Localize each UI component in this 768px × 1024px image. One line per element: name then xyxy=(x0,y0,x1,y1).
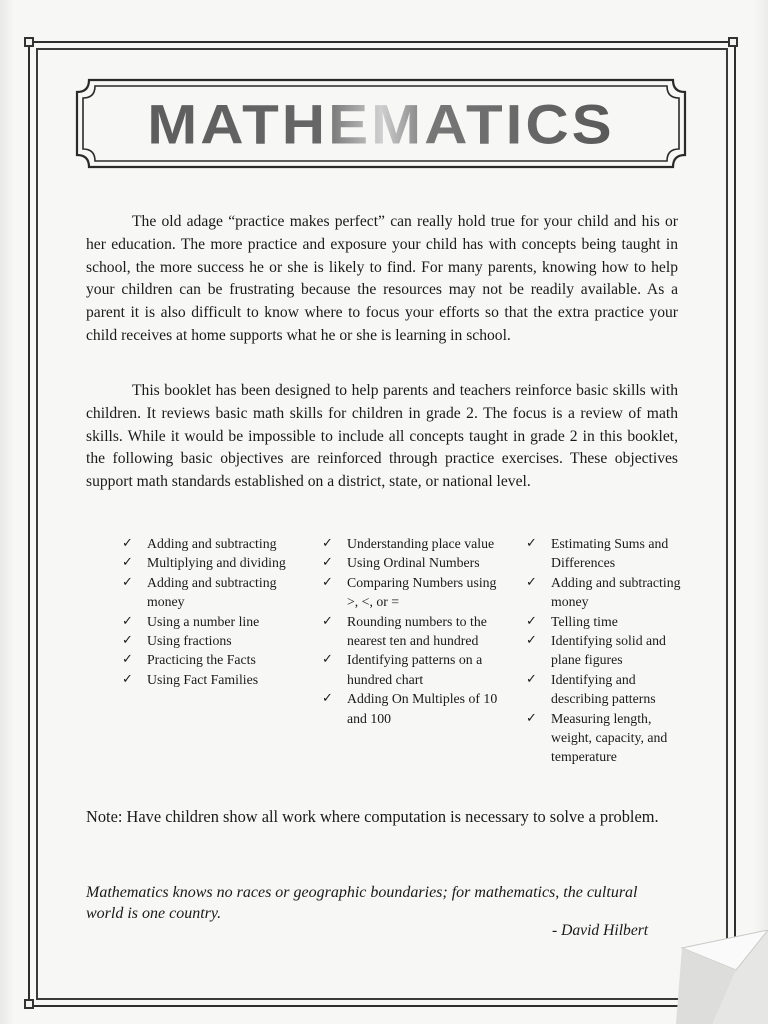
objective-item: ✓ Adding and subtracting money xyxy=(122,574,277,610)
objective-item: ✓ Using a number line xyxy=(122,612,292,631)
objectives-column-3 xyxy=(526,534,686,767)
check-mark-icon: ✓ xyxy=(122,555,133,571)
objective-item: ✓ Measuring length, weight, capacity, and temperature xyxy=(526,710,668,765)
check-mark-icon: ✓ xyxy=(122,671,133,687)
check-mark-icon: ✓ xyxy=(526,536,537,551)
intro-paragraph-text: The old adage “practice makes perfect” can really hold true for your child and his or her education. The more practice and exposure your child has with concepts being taught in school, the more success he or she is likely to find. For many parents, knowing how to help your children can be frustrating because the resources may not be readily available. As a parent it is also difficult to know where to focus your efforts so that the extra practice your child receives at home supports what he or she is learning in school. xyxy=(86,213,678,344)
booklet-paragraph-text: This booklet has been designed to help parents and teachers reinforce basic skills with children. It reviews basic math skills for children in grade 2. The focus is a review of math skills. While it would be impossible to include all concepts taught in grade 2 in this booklet, the following basic objectives are reinforced through practice exercises. These objectives support math standards established on a district, state, or national level. xyxy=(86,382,678,491)
check-mark-icon: ✓ xyxy=(322,691,333,707)
border-corner-top-right xyxy=(728,37,738,47)
objective-item: ✓ Estimating Sums and Differences xyxy=(526,536,669,571)
border-corner-bottom-left xyxy=(24,999,34,1009)
note-text: Note: Have children show all work where computation is necessary to solve a problem. xyxy=(86,807,659,826)
objective-item: ✓ Rounding numbers to the nearest ten and hundred xyxy=(322,613,487,649)
check-mark-icon: ✓ xyxy=(122,574,133,590)
objective-item: ✓ Telling time xyxy=(526,612,686,631)
objectives-column-2 xyxy=(322,534,502,728)
objective-item: ✓ Understanding place value xyxy=(322,534,502,553)
objective-item: ✓ Using Fact Families xyxy=(122,670,292,689)
objective-item: ✓ Adding and subtracting money xyxy=(526,574,681,610)
check-mark-icon: ✓ xyxy=(526,574,537,590)
check-mark-icon: ✓ xyxy=(322,613,333,629)
check-mark-icon: ✓ xyxy=(322,574,333,590)
check-mark-icon: ✓ xyxy=(122,536,133,551)
check-mark-icon: ✓ xyxy=(122,613,133,629)
check-mark-icon: ✓ xyxy=(322,652,333,668)
objective-item: ✓ Multiplying and dividing xyxy=(122,553,292,572)
objective-item: ✓ Using fractions xyxy=(122,631,292,650)
check-mark-icon: ✓ xyxy=(526,613,537,629)
page-title: MATHEMATICS xyxy=(75,89,687,159)
objective-item: ✓ Identifying and describing patterns xyxy=(526,671,656,707)
border-corner-top-left xyxy=(24,37,34,47)
booklet-paragraph xyxy=(86,380,678,494)
check-mark-icon: ✓ xyxy=(526,710,537,726)
objectives-column-1 xyxy=(122,534,292,689)
page-border-inner xyxy=(36,48,728,1000)
objective-item: ✓ Practicing the Facts xyxy=(122,650,292,669)
check-mark-icon: ✓ xyxy=(322,536,333,551)
objective-item: ✓ Adding On Multiples of 10 and 100 xyxy=(322,691,498,726)
check-mark-icon: ✓ xyxy=(322,555,333,571)
check-mark-icon: ✓ xyxy=(122,652,133,668)
page-curl xyxy=(676,930,768,1024)
objective-item: ✓ Comparing Numbers using >, <, or = xyxy=(322,574,497,610)
objective-item: ✓ Using Ordinal Numbers xyxy=(322,553,502,572)
check-mark-icon: ✓ xyxy=(122,633,133,649)
quote-text: Mathematics knows no races or geographic boundaries; for mathematics, the cultural world is one country. xyxy=(86,884,638,922)
objective-item: ✓ Identifying solid and plane figures xyxy=(526,633,666,668)
objective-item: ✓ Identifying patterns on a hundred chart xyxy=(322,652,483,687)
check-mark-icon: ✓ xyxy=(526,633,537,649)
intro-paragraph xyxy=(86,211,678,348)
quote-attribution: - David Hilbert xyxy=(552,922,649,939)
objective-item: ✓ Adding and subtracting xyxy=(122,534,292,553)
check-mark-icon: ✓ xyxy=(526,671,537,687)
